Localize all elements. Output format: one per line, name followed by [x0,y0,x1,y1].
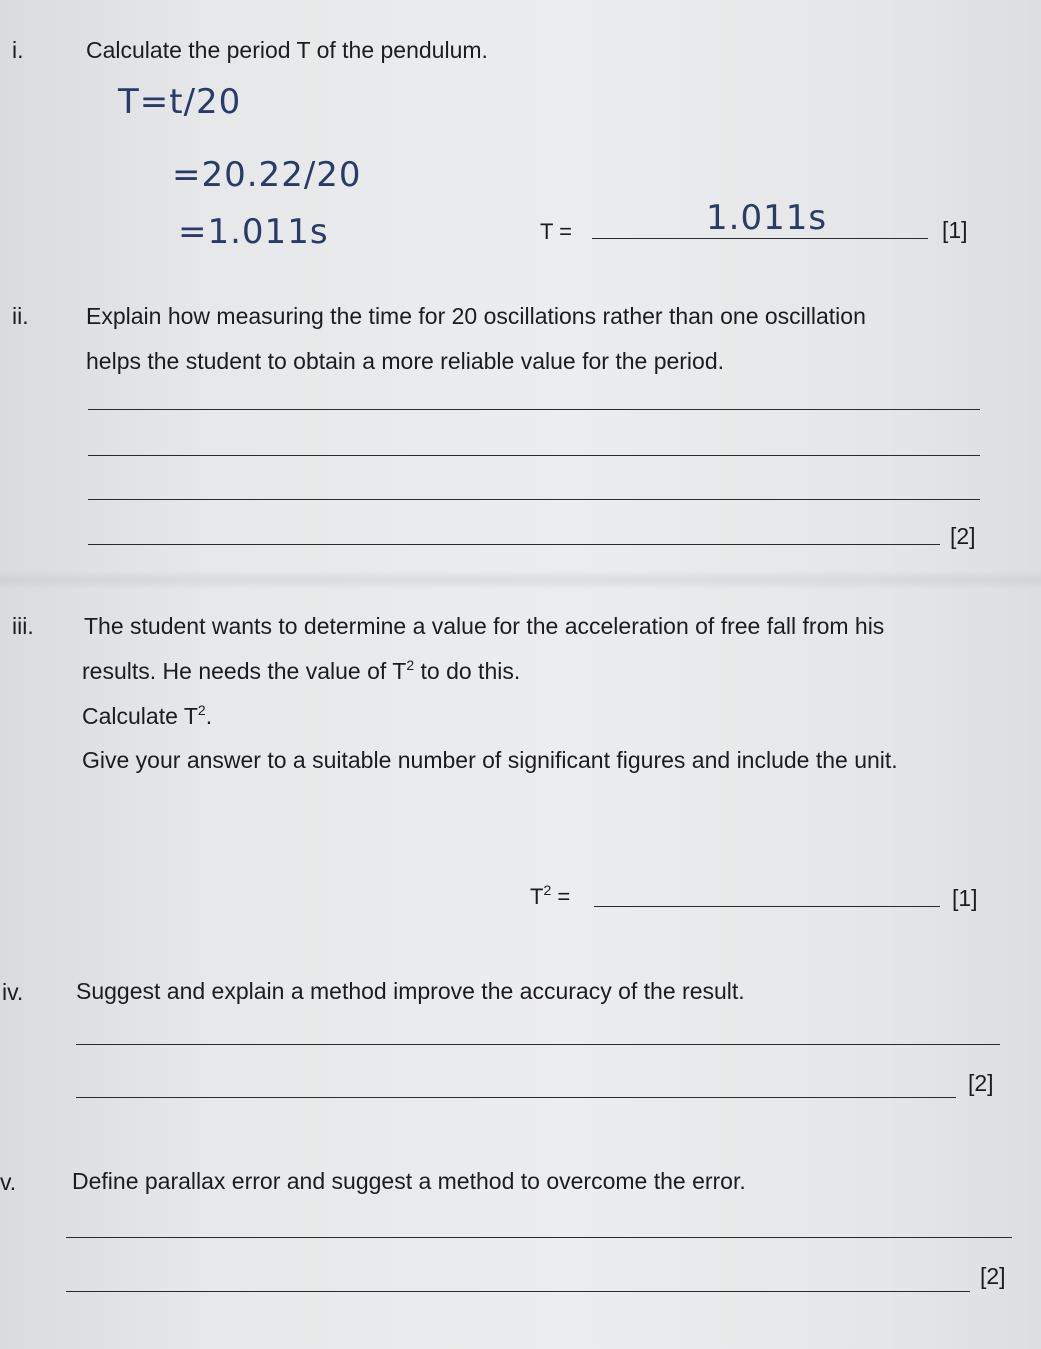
answer-label-T-squared: $T^2$ = [530,882,571,909]
answer-line-ii-1[interactable] [88,409,980,410]
question-number-iv: iv. [2,979,24,1005]
question-iv-text: Suggest and explain a method improve the accuracy of the result. [76,978,745,1004]
handwritten-working-line-1: T=t/20 [118,82,242,122]
question-ii-text-line-1: Explain how measuring the time for 20 oscillations rather than one oscillation [86,303,866,329]
marks-i: [1] [942,217,968,243]
marks-iii: [1] [952,885,978,911]
question-iii-calculate: Calculate $T^2$. [82,702,213,729]
answer-line-v-1[interactable] [66,1237,1012,1238]
question-ii-text-line-2: helps the student to obtain a more reliable value for the period. [86,348,725,374]
marks-v: [2] [980,1263,1006,1289]
question-i-text: Calculate the period T of the pendulum. [86,37,488,63]
answer-line-v-2[interactable] [66,1291,970,1292]
question-number-i: i. [12,37,24,63]
marks-iv: [2] [968,1070,994,1096]
answer-label-T: T = [540,219,573,244]
page-fold-shadow [0,570,1041,590]
question-iii-instructions: Give your answer to a suitable number of significant figures and include the unit. [82,747,898,773]
answer-line-ii-3[interactable] [88,499,980,500]
answer-line-iii[interactable] [594,906,940,907]
answer-line-iv-2[interactable] [76,1097,956,1098]
answer-line-i[interactable] [592,238,928,239]
question-v-text: Define parallax error and suggest a method to overcome the error. [72,1168,746,1194]
handwritten-working-line-2: =20.22/20 [172,155,362,195]
marks-ii: [2] [950,523,976,549]
answer-line-ii-2[interactable] [88,455,980,456]
question-number-v: v. [0,1169,17,1195]
question-iii-text-line-1: The student wants to determine a value for the acceleration of free fall from his [84,613,885,639]
handwritten-working-line-3: =1.011s [178,212,329,252]
answer-line-iv-1[interactable] [76,1044,1000,1045]
question-number-iii: iii. [12,613,34,639]
question-iii-text-line-2: results. He needs the value of $T^2$ to do this. [82,657,521,684]
answer-line-ii-4[interactable] [88,544,940,545]
handwritten-answer-T: 1.011s [706,198,828,238]
question-number-ii: ii. [12,303,29,329]
